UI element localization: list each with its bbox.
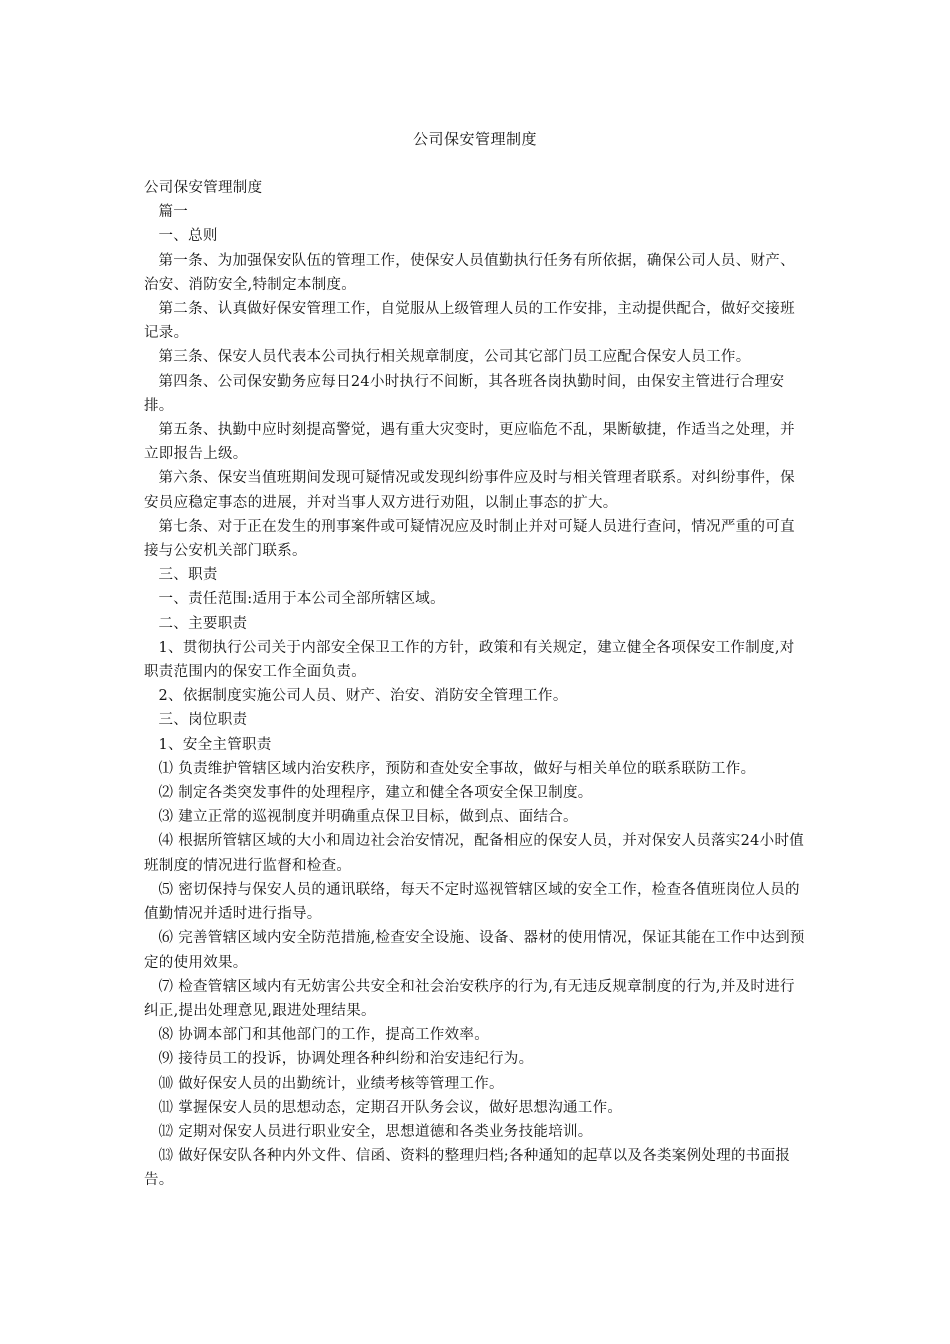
list-item: ⑾ 掌握保安人员的思想动态，定期召开队务会议，做好思想沟通工作。	[158, 1099, 623, 1116]
list-item: ⒀ 做好保安队各种内外文件、信函、资料的整理归档;各种通知的起草以及各类案例处理的书面报告。	[144, 1148, 791, 1189]
page-title: 公司保安管理制度	[412, 130, 537, 148]
list-item: 2、依据制度实施公司人员、财产、治安、消防安全管理工作。	[158, 688, 568, 705]
article-paragraph: 第七条、对于正在发生的刑事案件或可疑情况应及时制止并对可疑人员进行查问，情况严重的可直接与公安机关部门联系。	[144, 518, 795, 560]
section-heading: 1、安全主管职责	[158, 736, 272, 753]
subtitle: 公司保安管理制度	[144, 180, 263, 196]
document-body	[144, 176, 809, 1193]
article-paragraph: 第二条、认真做好保安管理工作，自觉服从上级管理人员的工作安排，主动提供配合，做好交接班记录。	[144, 301, 795, 342]
list-item: ⑻ 协调本部门和其他部门的工作，提高工作效率。	[158, 1027, 490, 1044]
list-item: ⑷ 根据所管辖区域的大小和周边社会治安情况，配备相应的保安人员，并对保安人员落实24小时值班制度的情况进行监督和检查。	[144, 833, 805, 874]
list-item: 一、责任范围:适用于本公司全部所辖区域。	[158, 591, 445, 608]
list-item: 1、贯彻执行公司关于内部安全保卫工作的方针，政策和有关规定，建立健全各项保安工作制度,对职责范围内的保安工作全面负责。	[144, 639, 795, 681]
section-heading: 二、主要职责	[158, 615, 248, 632]
list-item: ⑽ 做好保安人员的出勤统计，业绩考核等管理工作。	[158, 1075, 504, 1092]
list-item: ⑴ 负责维护管辖区域内治安秩序，预防和查处安全事故，做好与相关单位的联系联防工作。	[158, 760, 756, 777]
list-item: ⑶ 建立正常的巡视制度并明确重点保卫目标，做到点、面结合。	[158, 809, 578, 826]
article-paragraph: 第六条、保安当值班期间发现可疑情况或发现纠纷事件应及时与相关管理者联系。对纠纷事件，保安员应稳定事态的进展，并对当事人双方进行劝阻，以制止事态的扩大。	[144, 470, 795, 511]
list-item: ⑼ 接待员工的投诉，协调处理各种纠纷和治安违纪行为。	[158, 1051, 534, 1068]
list-item: ⑺ 检查管辖区域内有无妨害公共安全和社会治安秩序的行为,有无违反规章制度的行为,并及时进行纠正,提出处理意见,跟进处理结果。	[144, 978, 795, 1019]
section-label: 篇一	[158, 204, 189, 221]
article-paragraph: 第五条、执勤中应时刻提高警觉，遇有重大灾变时，更应临危不乱，果断敏捷，作适当之处理，并立即报告上级。	[144, 422, 795, 463]
list-item: ⑸ 密切保持与保安人员的通讯联络，每天不定时巡视管辖区域的安全工作，检查各值班岗位人员的值勤情况并适时进行指导。	[144, 881, 800, 923]
section-heading: 三、职责	[158, 567, 218, 584]
section-heading: 一、总则	[158, 228, 218, 245]
list-item: ⑵ 制定各类突发事件的处理程序，建立和健全各项安全保卫制度。	[158, 785, 593, 802]
section-heading: 三、岗位职责	[158, 712, 248, 729]
article-paragraph: 第三条、保安人员代表本公司执行相关规章制度，公司其它部门员工应配合保安人员工作。	[158, 349, 751, 366]
list-item: ⑿ 定期对保安人员进行职业安全，思想道德和各类业务技能培训。	[158, 1123, 593, 1140]
list-item: ⑹ 完善管辖区域内安全防范措施,检查安全设施、设备、器材的使用情况，保证其能在工作中达到预定的使用效果。	[144, 930, 805, 971]
article-paragraph: 第一条、为加强保安队伍的管理工作，使保安人员值勤执行任务有所依据，确保公司人员、财产、治安、消防安全,特制定本制度。	[144, 252, 795, 293]
article-paragraph: 第四条、公司保安勤务应每日24小时执行不间断，其各班各岗执勤时间，由保安主管进行合理安排。	[144, 373, 785, 414]
